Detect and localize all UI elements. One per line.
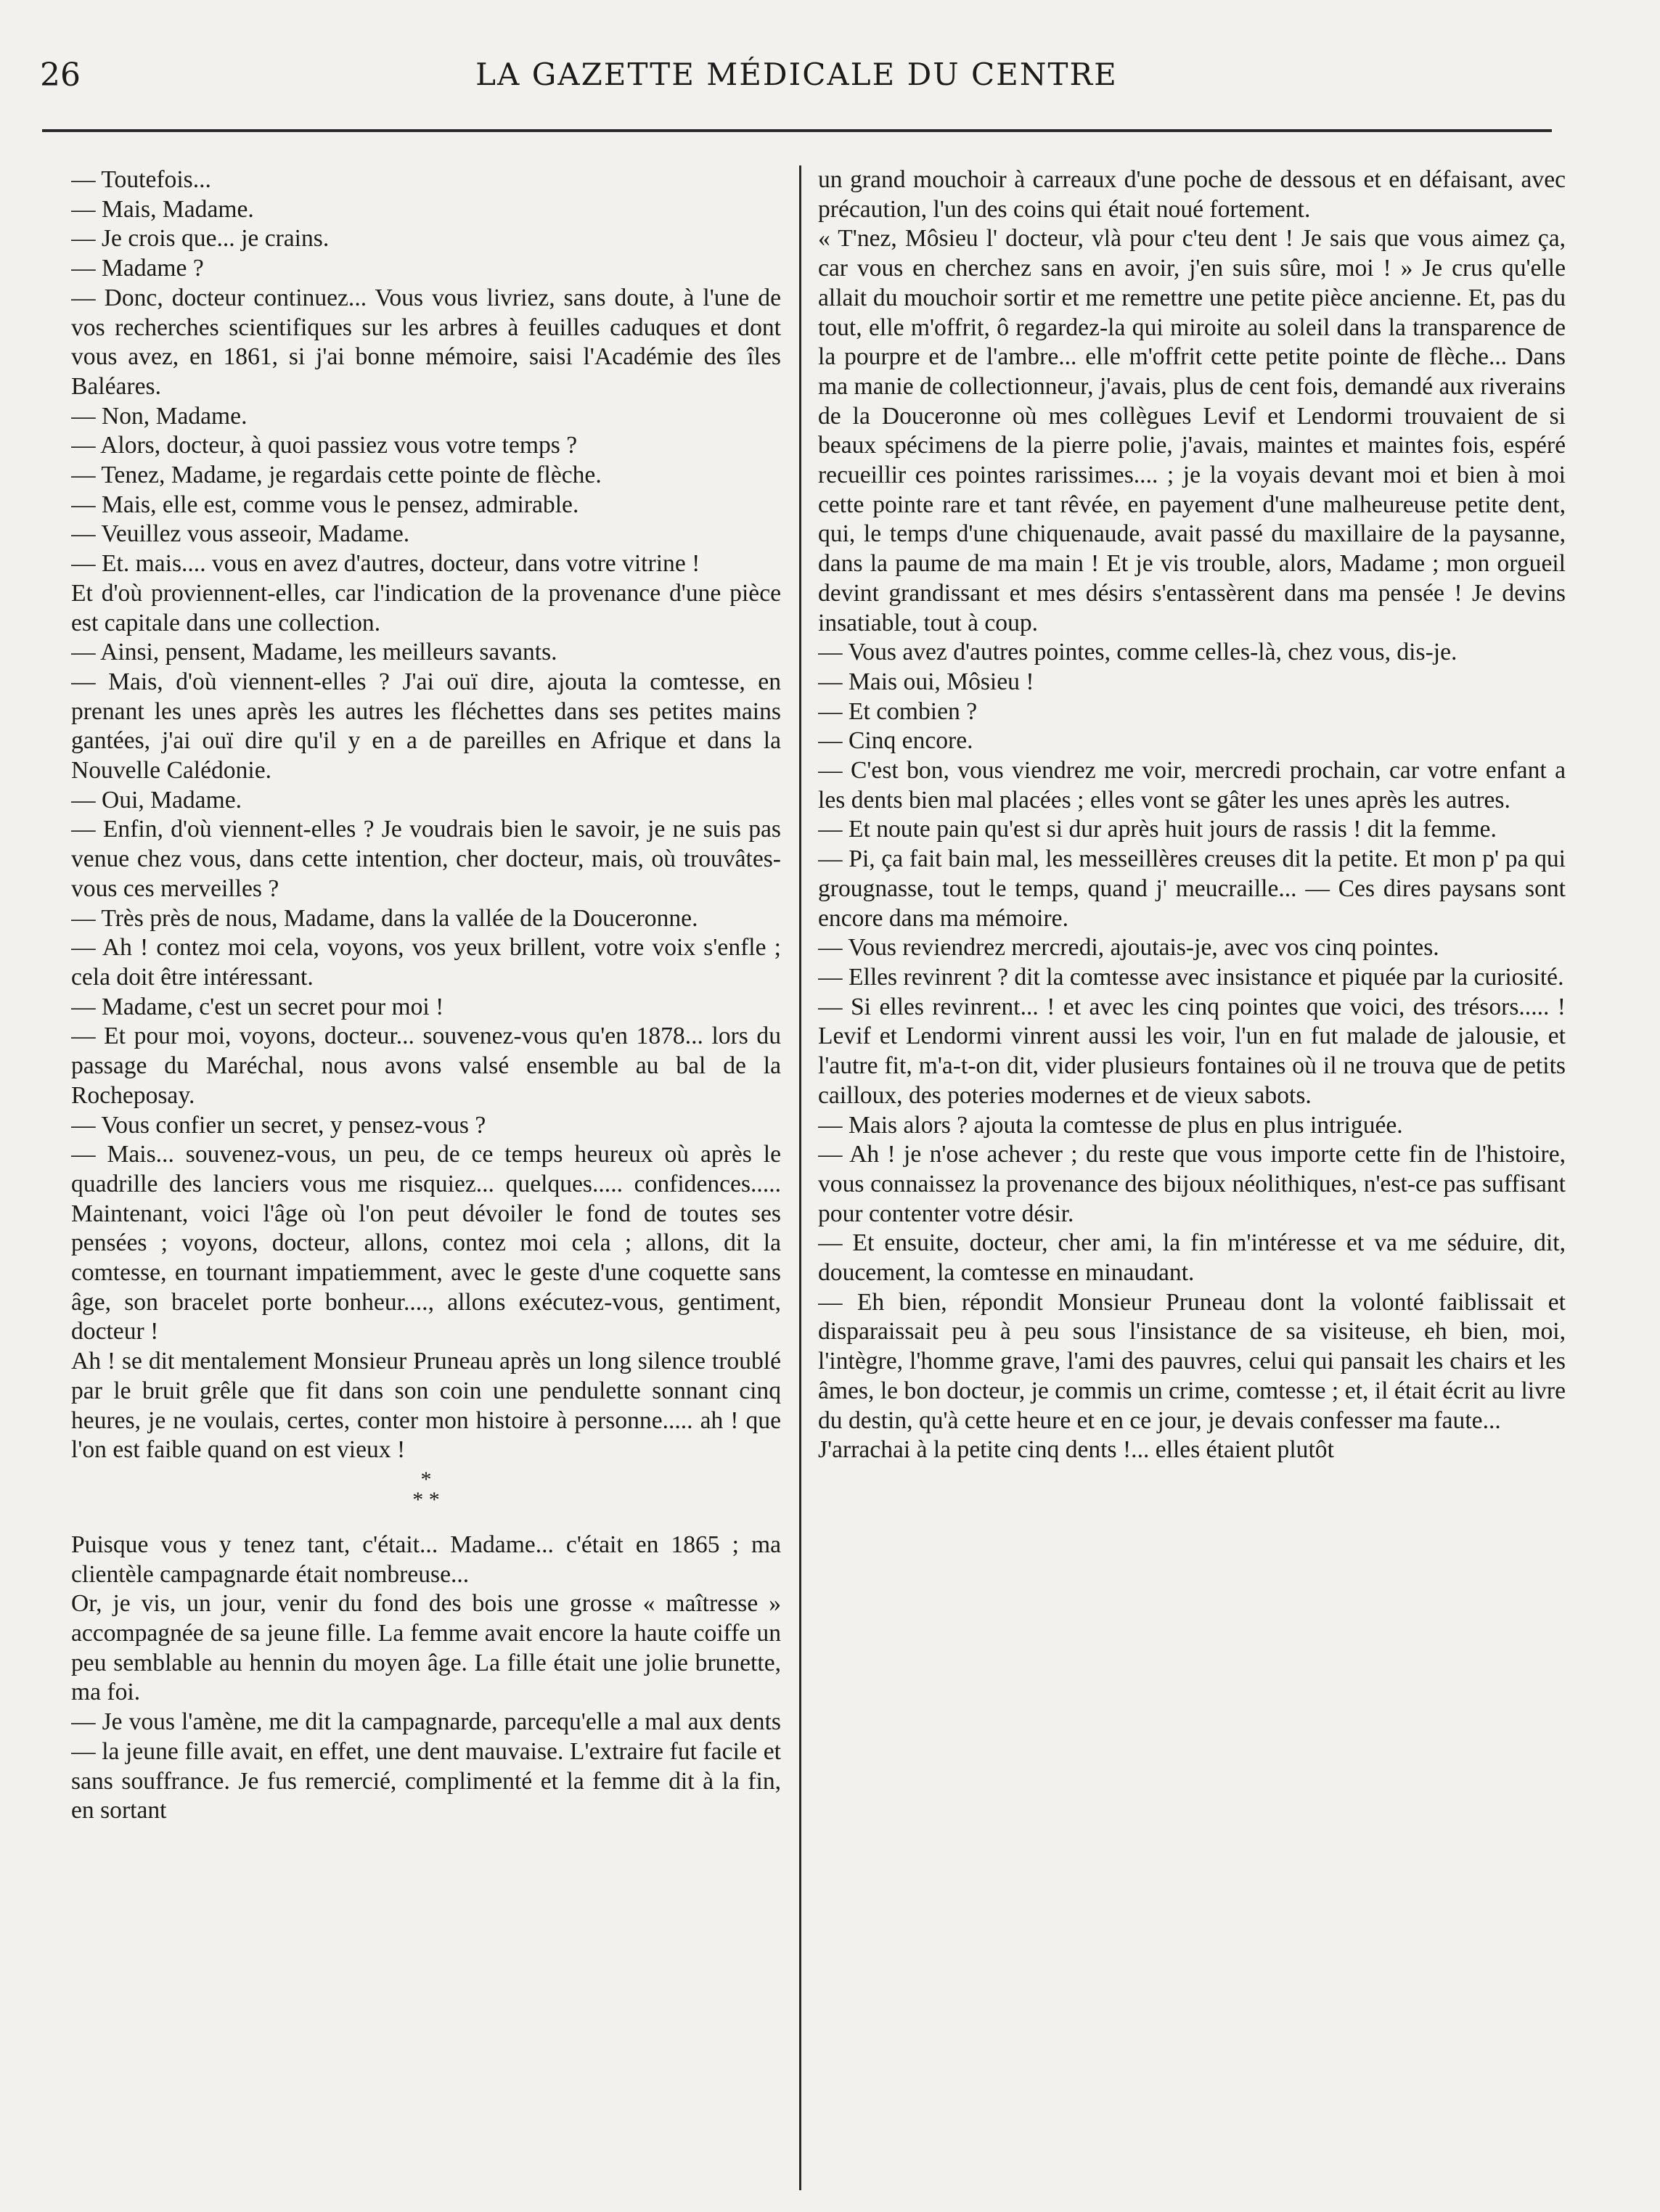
- paragraph: — Mais alors ? ajouta la comtesse de plus en plus intriguée.: [818, 1111, 1403, 1139]
- asterism-top: *: [420, 1467, 432, 1491]
- paragraph: Puisque vous y tenez tant, c'était... Madame... c'était en 1865 ; ma clientèle campagnarde était nombreuse...: [71, 1531, 781, 1588]
- paragraph: — Et combien ?: [818, 697, 978, 725]
- paragraph: — Si elles revinrent... ! et avec les cinq pointes que voici, des trésors..... ! Levif et Lendormi vinrent aussi les voir, l'un en fut malade de jalousie, et l'autre fit, m'a-t-on dit, vider plusieurs fontaines où il ne trouva que de petits cailloux, des poteries modernes et de vieux sabots.: [818, 993, 1566, 1109]
- paragraph: — Ainsi, pensent, Madame, les meilleurs savants.: [71, 639, 557, 666]
- paragraph: un grand mouchoir à carreaux d'une poche de dessous et en défaisant, avec précaution, l'un des coins qui était noué fortement.: [818, 166, 1566, 223]
- section-asterism: [71, 1467, 781, 1531]
- paragraph: Et d'où proviennent-elles, car l'indication de la provenance d'une pièce est capitale dans une collection.: [71, 579, 781, 636]
- asterism-bottom: * *: [412, 1487, 440, 1512]
- left-column: [71, 165, 781, 2197]
- paragraph: — C'est bon, vous viendrez me voir, mercredi prochain, car votre enfant a les dents bien mal placées ; elles vont se gâter les unes après les autres.: [818, 757, 1566, 814]
- paragraph: — Mais, elle est, comme vous le pensez, admirable.: [71, 491, 579, 518]
- paragraph: — Vous confier un secret, y pensez-vous ?: [71, 1111, 486, 1139]
- paragraph: — Cinq encore.: [818, 727, 973, 755]
- paragraph: Or, je vis, un jour, venir du fond des bois une grosse « maîtresse » accompagnée de sa jeune fille. La femme avait encore la haute coiffe un peu semblable au hennin du moyen âge. La fille était une jolie brunette, ma foi.: [71, 1590, 781, 1706]
- header-rule: [42, 129, 1552, 132]
- paragraph: — Vous reviendrez mercredi, ajoutais-je, avec vos cinq pointes.: [818, 934, 1439, 962]
- paragraph: Ah ! se dit mentalement Monsieur Pruneau après un long silence troublé par le bruit grêle que fit dans son coin une pendulette sonnant cinq heures, je ne voulais, certes, conter mon histoire à personne..... ah ! que l'on est faible quand on est vieux !: [71, 1348, 781, 1464]
- paragraph: — Eh bien, répondit Monsieur Pruneau dont la volonté faiblissait et disparaissait peu à peu sous l'insistance de sa visiteuse, eh bien, moi, l'intègre, l'homme grave, l'ami des pauvres, celui qui pansait les chairs et les âmes, le bon docteur, je commis un crime, comtesse ; et, il était écrit au livre du destin, qu'à cette heure et en ce jour, je devais confesser ma faute...: [818, 1288, 1566, 1434]
- paragraph: — Tenez, Madame, je regardais cette pointe de flèche.: [71, 462, 602, 489]
- right-column: [818, 165, 1566, 2197]
- left-column-paragraphs: [71, 165, 781, 1465]
- paragraph: — Veuillez vous asseoir, Madame.: [71, 520, 410, 548]
- paragraph: — Donc, docteur continuez... Vous vous livriez, sans doute, à l'une de vos recherches scientifiques sur les arbres à feuilles caduques et dont vous avez, en 1861, si j'ai bonne mémoire, saisi l'Académie des îles Baléares.: [71, 284, 781, 400]
- paragraph: — Je crois que... je crains.: [71, 225, 330, 253]
- paragraph: — Ah ! je n'ose achever ; du reste que vous importe cette fin de l'histoire, vous connaissez la provenance des bijoux néolithiques, n'est-ce pas suffisant pour contenter votre désir.: [818, 1141, 1566, 1227]
- paragraph: — Et ensuite, docteur, cher ami, la fin m'intéresse et va me séduire, dit, doucement, la comtesse en minaudant.: [818, 1229, 1566, 1287]
- paragraph: — Je vous l'amène, me dit la campagnarde, parcequ'elle a mal aux dents — la jeune fille avait, en effet, une dent mauvaise. L'extraire fut facile et sans souffrance. Je fus remercié, complimenté et la femme dit à la fin, en sortant: [71, 1708, 781, 1824]
- paragraph: — Mais, d'où viennent-elles ? J'ai ouï dire, ajouta la comtesse, en prenant les unes après les autres les fléchettes dans ses petites mains gantées, j'ai ouï dire qu'il y en a de pareilles en Afrique et dans la Nouvelle Calédonie.: [71, 668, 781, 785]
- paragraph: — Vous avez d'autres pointes, comme celles-là, chez vous, dis-je.: [818, 639, 1457, 666]
- paragraph: — Oui, Madame.: [71, 786, 242, 814]
- paragraph: — Pi, ça fait bain mal, les messeillères creuses dit la petite. Et mon p' pa qui grougnasse, tout le temps, quand j' meucraille... — Ces dires paysans sont encore dans ma mémoire.: [818, 845, 1566, 932]
- paragraph: — Non, Madame.: [71, 402, 248, 430]
- paragraph: — Madame, c'est un secret pour moi !: [71, 993, 444, 1020]
- paragraph: — Et pour moi, voyons, docteur... souvenez-vous qu'en 1878... lors du passage du Maréchal, nous avons valsé ensemble au bal de la Rocheposay.: [71, 1023, 781, 1109]
- paragraph: — Elles revinrent ? dit la comtesse avec insistance et piquée par la curiosité.: [818, 963, 1564, 991]
- paragraph: « T'nez, Môsieu l' docteur, vlà pour c'teu dent ! Je sais que vous aimez ça, car vous en cherchez sans en avoir, j'en suis sûre, moi ! » Je crus qu'elle allait du mouchoir sortir et me remettre une petite pièce ancienne. Et, pas du tout, elle m'offrit, ô regardez-la qui miroite au soleil dans la transparence de la pourpre et de l'ambre... elle m'offrit cette petite pointe de flèche... Dans ma manie de collectionneur, j'avais, plus de cent fois, demandé aux riverains de la Douceronne où mes collègues Levif et Lendormi trouvaient de si beaux spécimens de la pierre polie, j'avais, maintes et maintes fois, espéré recueillir ces pointes rarissimes.... ; je la voyais devant moi et bien à moi cette pointe rare et tant rêvée, en payement d'une malheureuse petite dent, qui, le temps d'une chiquenaude, avait passé du maxillaire de la paysanne, dans la paume de ma main ! Et je vis trouble, alors, Madame ; mon orgueil devint grandissant et mes désirs s'entassèrent dans ma pensée ! Je devins insatiable, tout à coup.: [818, 225, 1566, 636]
- right-column-paragraphs: [818, 165, 1566, 1465]
- page-number: 26: [40, 57, 81, 94]
- column-divider: [799, 165, 801, 2190]
- left-column-after-break: [71, 1531, 781, 1826]
- paragraph: — Alors, docteur, à quoi passiez vous votre temps ?: [71, 432, 578, 459]
- paragraph: — Toutefois...: [71, 166, 211, 193]
- page-header: [40, 57, 1553, 100]
- paragraph: — Très près de nous, Madame, dans la vallée de la Douceronne.: [71, 904, 698, 932]
- paragraph: — Et. mais.... vous en avez d'autres, docteur, dans votre vitrine !: [71, 550, 700, 578]
- paragraph: J'arrachai à la petite cinq dents !... elles étaient plutôt: [818, 1436, 1334, 1464]
- paragraph: — Enfin, d'où viennent-elles ? Je voudrais bien le savoir, je ne suis pas venue chez vous, dans cette intention, cher docteur, mais, où trouvâtes-vous ces merveilles ?: [71, 816, 781, 902]
- paragraph: — Madame ?: [71, 255, 204, 282]
- paragraph: — Mais oui, Môsieu !: [818, 668, 1034, 695]
- paragraph: — Et noute pain qu'est si dur après huit jours de rassis ! dit la femme.: [818, 816, 1497, 843]
- paragraph: — Mais... souvenez-vous, un peu, de ce temps heureux où après le quadrille des lanciers vous me risquiez... quelques..... confidences..... Maintenant, voici l'âge où l'on peut dévoiler le fond de toutes ses pensées ; voyons, docteur, allons, contez moi cela ; allons, dit la comtesse, en tournant impatiemment, avec le geste d'une coquette sans âge, son bracelet porte bonheur...., allons exécutez-vous, gentiment, docteur !: [71, 1141, 781, 1345]
- page-title: LA GAZETTE MÉDICALE DU CENTRE: [475, 57, 1118, 92]
- paragraph: — Ah ! contez moi cela, voyons, vos yeux brillent, votre voix s'enfle ; cela doit être intéressant.: [71, 934, 781, 991]
- paragraph: — Mais, Madame.: [71, 195, 254, 223]
